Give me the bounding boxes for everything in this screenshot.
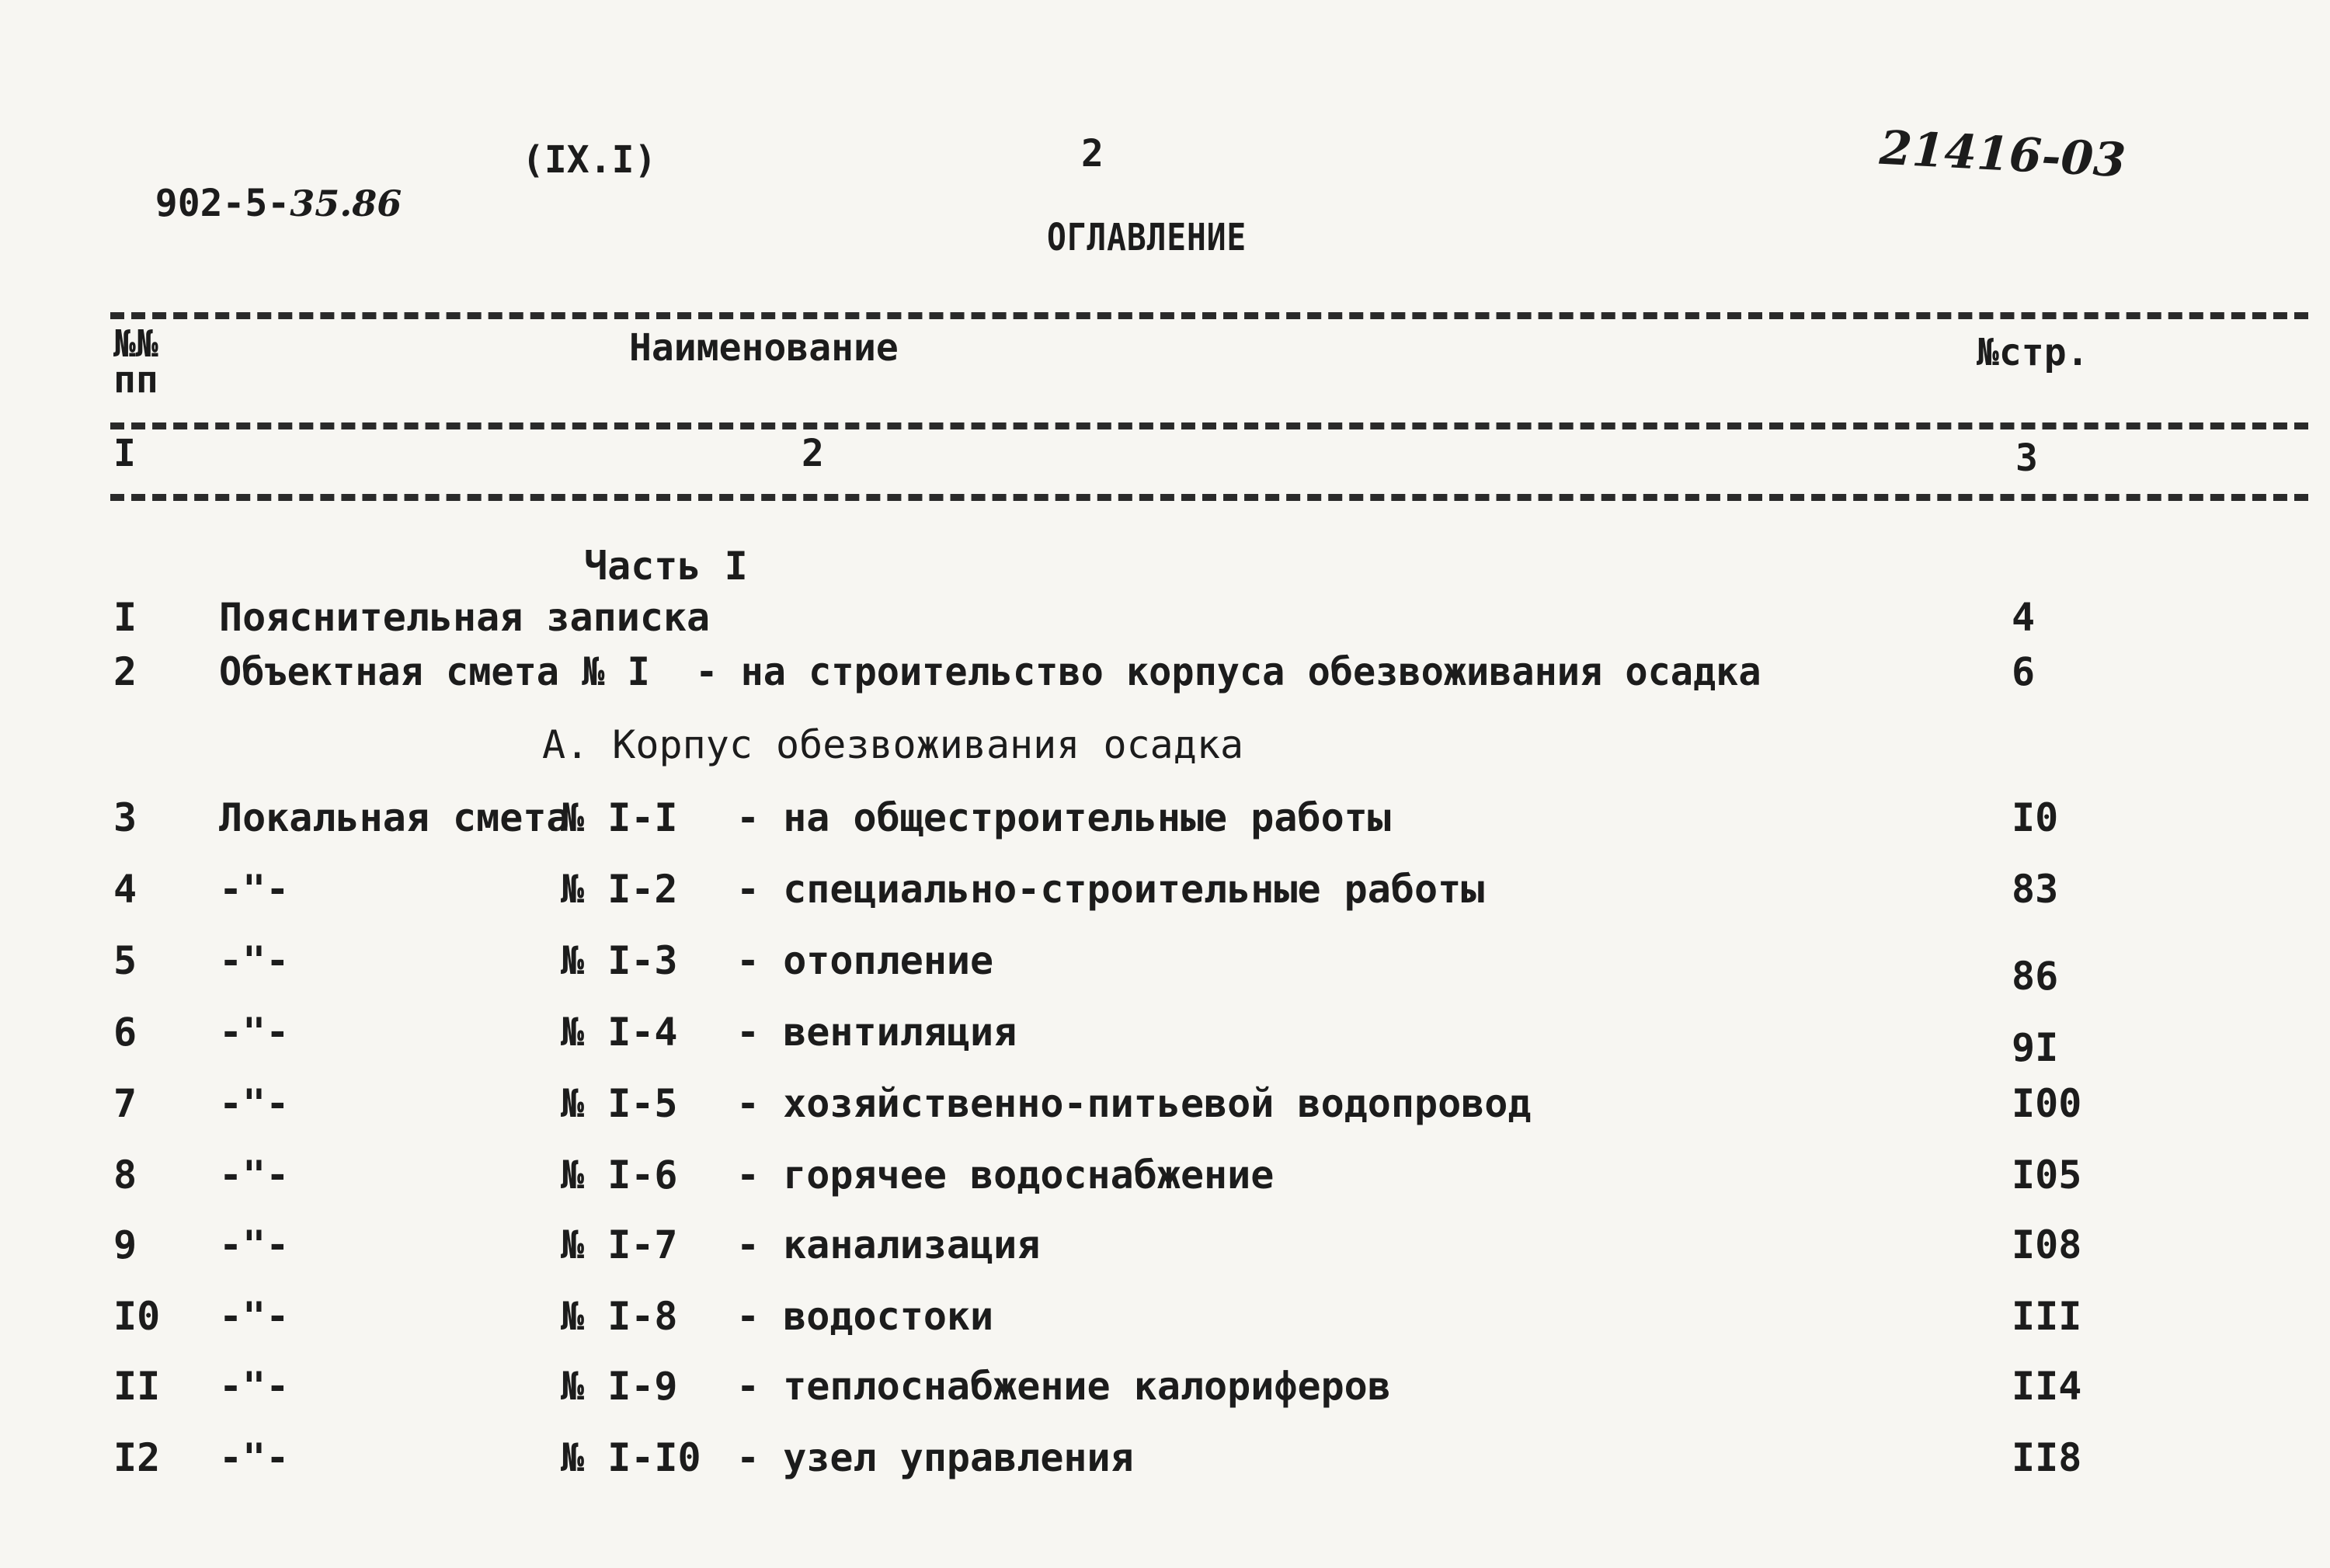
row-page: 86 bbox=[2012, 954, 2059, 999]
page-number: 2 bbox=[1081, 132, 1104, 176]
row-text: Объектная смета № I - на строительство корпуса обезвоживания осадка bbox=[219, 649, 1761, 694]
col-number-3: 3 bbox=[2015, 436, 2038, 480]
row-ditto: -"- bbox=[219, 1081, 290, 1126]
row-desc: - водостоки bbox=[736, 1294, 994, 1339]
doc-code-handwritten: 35.86 bbox=[290, 183, 402, 224]
row-ref: № I-4 bbox=[561, 1010, 678, 1055]
row-page: II4 bbox=[2012, 1364, 2082, 1409]
row-desc: - хозяйственно-питьевой водопровод bbox=[736, 1081, 1532, 1126]
row-num: 6 bbox=[113, 1010, 137, 1055]
row-desc: - вентиляция bbox=[736, 1010, 1017, 1055]
row-ditto: -"- bbox=[219, 1222, 290, 1267]
row-page: I08 bbox=[2012, 1222, 2082, 1267]
table-top-rule bbox=[110, 312, 2308, 319]
row-ditto: -"- bbox=[219, 1153, 290, 1198]
sheet-code-handwritten: 21416-03 bbox=[1878, 120, 2127, 189]
row-page: I00 bbox=[2012, 1081, 2082, 1126]
row-ditto: -"- bbox=[219, 1435, 290, 1480]
col-number-1: I bbox=[113, 432, 136, 475]
row-num: I0 bbox=[113, 1294, 161, 1339]
col-header-num bbox=[113, 322, 158, 402]
col-header-num-line2: пп bbox=[113, 358, 158, 402]
row-num: II bbox=[113, 1364, 161, 1409]
row-text: Пояснительная записка bbox=[219, 595, 711, 640]
doc-code-printed: 902-5- bbox=[155, 182, 290, 225]
row-ref: № I-5 bbox=[561, 1081, 678, 1126]
row-num: 8 bbox=[113, 1153, 137, 1198]
row-page: III bbox=[2012, 1294, 2082, 1339]
row-ditto: -"- bbox=[219, 1364, 290, 1409]
page-title: ОГЛАВЛЕНИЕ bbox=[1047, 216, 1247, 259]
doc-code bbox=[110, 138, 402, 225]
part-heading: Часть I bbox=[584, 544, 748, 589]
row-ref: № I-2 bbox=[561, 867, 678, 912]
row-doc-type: Локальная смета bbox=[219, 795, 570, 840]
col-header-num-line1: №№ bbox=[113, 322, 158, 366]
col-number-2: 2 bbox=[802, 432, 824, 475]
row-num: 7 bbox=[113, 1081, 137, 1126]
row-ref: № I-3 bbox=[561, 938, 678, 983]
row-num: I bbox=[113, 595, 137, 640]
section-heading: А. Корпус обезвоживания осадка bbox=[542, 722, 1244, 767]
row-page: I0 bbox=[2012, 795, 2059, 840]
row-page: 9I bbox=[2012, 1025, 2059, 1070]
col-header-name: Наименование bbox=[629, 326, 899, 370]
row-ditto: -"- bbox=[219, 938, 290, 983]
row-ditto: -"- bbox=[219, 867, 290, 912]
column-numbers-rule bbox=[110, 494, 2308, 501]
row-page: II8 bbox=[2012, 1435, 2082, 1480]
row-desc: - специально-строительные работы bbox=[736, 867, 1485, 912]
row-num: 2 bbox=[113, 649, 137, 694]
row-desc: - канализация bbox=[736, 1222, 1041, 1267]
row-num: I2 bbox=[113, 1435, 161, 1480]
row-ref: № I-6 bbox=[561, 1153, 678, 1198]
row-page: 83 bbox=[2012, 867, 2059, 912]
row-ref: № I-8 bbox=[561, 1294, 678, 1339]
row-desc: - узел управления bbox=[736, 1435, 1134, 1480]
row-num: 3 bbox=[113, 795, 137, 840]
row-ditto: -"- bbox=[219, 1294, 290, 1339]
row-page: I05 bbox=[2012, 1153, 2082, 1198]
row-num: 9 bbox=[113, 1222, 137, 1267]
row-desc: - теплоснабжение калориферов bbox=[736, 1364, 1391, 1409]
col-header-page: №стр. bbox=[1977, 331, 2089, 374]
row-page: 4 bbox=[2012, 595, 2036, 640]
row-desc: - на общестроительные работы bbox=[736, 795, 1391, 840]
section-code: (IX.I) bbox=[522, 138, 657, 182]
row-desc: - горячее водоснабжение bbox=[736, 1153, 1275, 1198]
row-ref: № I-9 bbox=[561, 1364, 678, 1409]
row-desc: - отопление bbox=[736, 938, 994, 983]
row-num: 5 bbox=[113, 938, 137, 983]
row-page: 6 bbox=[2012, 649, 2036, 694]
row-ref: № I-I0 bbox=[561, 1435, 701, 1480]
row-ditto: -"- bbox=[219, 1010, 290, 1055]
header-rule bbox=[110, 422, 2308, 429]
row-ref: № I-I bbox=[561, 795, 678, 840]
row-num: 4 bbox=[113, 867, 137, 912]
row-ref: № I-7 bbox=[561, 1222, 678, 1267]
